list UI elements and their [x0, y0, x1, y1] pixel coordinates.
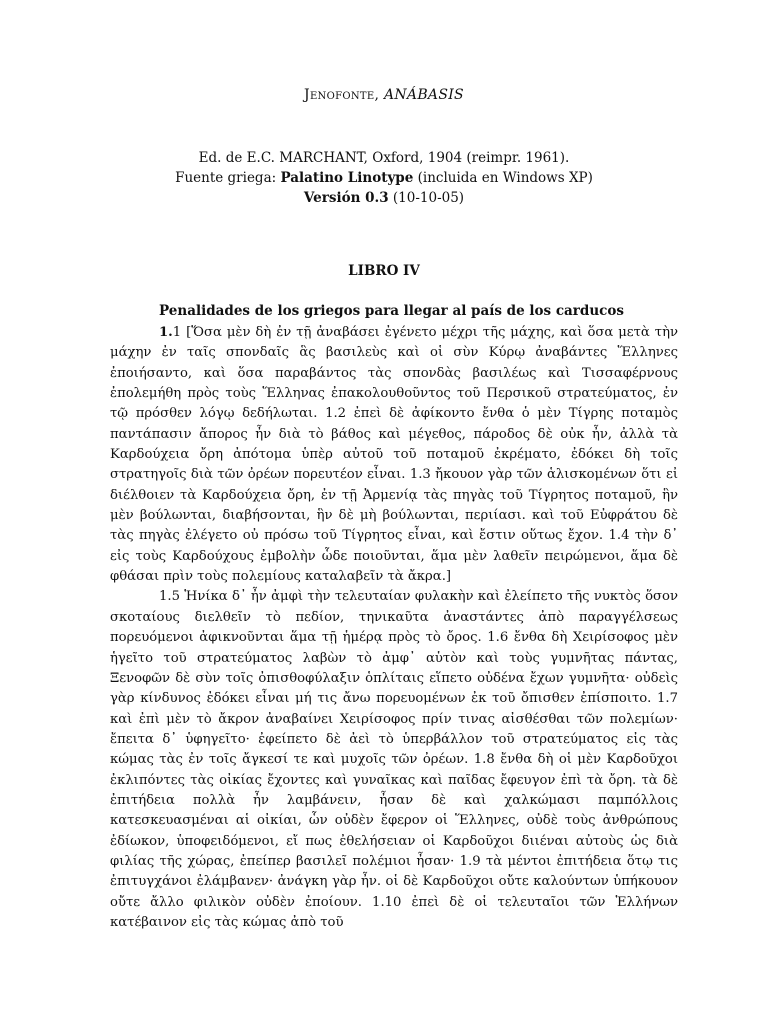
book-title: LIBRO IV	[348, 263, 420, 279]
work-title: ANÁBASIS	[383, 87, 464, 103]
section-heading: Penalidades de los griegos para llegar al país de los carducos	[159, 303, 624, 319]
paragraph	[110, 323, 678, 587]
version-label: Versión 0.3	[303, 190, 389, 206]
document-title	[0, 87, 768, 103]
paragraph-text: 1 [Ὅσα μὲν δὴ ἐν τῇ ἀναβάσει ἐγένετο μέχρι τῆς μάχης, καὶ ὅσα μετὰ τὴν μάχην ἐν ταῖς σπονδαῖς ἃς βασιλεὺς καὶ οἱ σὺν Κύρῳ ἀναβάντες Ἕλληνες ἐποιήσαντο, καὶ ὅσα παραβάντος τὰς σπονδὰς βασιλέως καὶ Τισσαφέρνους ἐπολεμήθη πρὸς τοὺς Ἕλληνας ἐπακολουθοῦντος τοῦ Περσικοῦ στρατεύματος, ἐν τῷ πρόσθεν λόγῳ δεδήλωται. 1.2 ἐπεὶ δὲ ἀφίκοντο ἔνθα ὁ μὲν Τίγρης ποταμὸς παντάπασιν ἄπορος ἦν διὰ τὸ βάθος καὶ μέγεθος, πάροδος δὲ οὐκ ἦν, ἀλλὰ τὰ Καρδούχεια ὄρη ἀπότομα ὑπὲρ αὐτοῦ τοῦ ποταμοῦ ἐκρέματο, ἐδόκει δὴ τοῖς στρατηγοῖς διὰ τῶν ὀρέων πορευτέον εἶναι. 1.3 ἤκουον γὰρ τῶν ἁλισκομένων ὅτι εἰ διέλθοιεν τὰ Καρδούχεια ὄρη, ἐν τῇ Ἀρμενίᾳ τὰς πηγὰς τοῦ Τίγρητος ποταμοῦ, ἣν μὲν βούλωνται, διαβήσονται, ἣν δὲ μὴ βούλωνται, περιίασι. καὶ τοῦ Εὐφράτου δὲ τὰς πηγὰς ἐλέγετο οὐ πρόσω τοῦ Τίγρητος εἶναι, καὶ ἔστιν οὕτως ἔχον. 1.4 τὴν δ᾽ εἰς τοὺς Καρδούχους ἐμβολὴν ὧδε ποιοῦνται, ἅμα μὲν λαθεῖν πειρώμενοι, ἅμα δὲ φθάσαι πρὶν τοὺς πολεμίους καταλαβεῖν τὰ ἄκρα.]	[110, 325, 678, 585]
chapter-number: 1.	[159, 325, 173, 340]
source-font-line	[0, 168, 768, 188]
edition-line: Ed. de E.C. MARCHANT, Oxford, 1904 (reimpr. 1961).	[198, 150, 570, 166]
source-font-name: Palatino Linotype	[280, 170, 414, 186]
body-text	[110, 323, 678, 933]
source-font-suffix: (incluida en Windows XP)	[413, 170, 593, 186]
version-date: (10-10-05)	[388, 190, 465, 206]
paragraph	[110, 587, 678, 933]
edition-info	[0, 148, 768, 208]
author-name: Jenofonte,	[304, 87, 380, 103]
version-line	[0, 188, 768, 208]
source-font-prefix: Fuente griega:	[175, 170, 281, 186]
paragraph-text: 1.5 Ἡνίκα δ᾽ ἦν ἀμφὶ τὴν τελευταίαν φυλακὴν καὶ ἐλείπετο τῆς νυκτὸς ὅσον σκοταίους διελθεῖν τὸ πεδίον, τηνικαῦτα ἀναστάντες ἀπὸ παραγγέλσεως πορευόμενοι ἀφικνοῦνται ἅμα τῇ ἡμέρᾳ πρὸς τὸ ὄρος. 1.6 ἔνθα δὴ Χειρίσοφος μὲν ἡγεῖτο τοῦ στρατεύματος λαβὼν τὸ ἀμφ᾽ αὑτὸν καὶ τοὺς γυμνῆτας πάντας, Ξενοφῶν δὲ σὺν τοῖς ὀπισθοφύλαξιν ὁπλίταις εἵπετο οὐδένα ἔχων γυμνῆτα· οὐδεὶς γὰρ κίνδυνος ἐδόκει εἶναι μή τις ἄνω πορευομένων ἐκ τοῦ ὄπισθεν ἐπίσποιτο. 1.7 καὶ ἐπὶ μὲν τὸ ἄκρον ἀναβαίνει Χειρίσοφος πρίν τινας αἰσθέσθαι τῶν πολεμίων· ἔπειτα δ᾽ ὑφηγεῖτο· ἐφείπετο δὲ ἀεὶ τὸ ὑπερβάλλον τοῦ στρατεύματος εἰς τὰς κώμας τὰς ἐν τοῖς ἄγκεσί τε καὶ μυχοῖς τῶν ὀρέων. 1.8 ἔνθα δὴ οἱ μὲν Καρδοῦχοι ἐκλιπόντες τὰς οἰκίας ἔχοντες καὶ γυναῖκας καὶ παῖδας ἔφευγον ἐπὶ τὰ ὄρη. τὰ δὲ ἐπιτήδεια πολλὰ ἦν λαμβάνειν, ἦσαν δὲ καὶ χαλκώμασι παμπόλλοις κατεσκευασμέναι αἱ οἰκίαι, ὧν οὐδὲν ἔφερον οἱ Ἕλληνες, οὐδὲ τοὺς ἀνθρώπους ἐδίωκον, ὑποφειδόμενοι, εἴ πως ἐθελήσειαν οἱ Καρδοῦχοι διιέναι αὐτοὺς ὡς διὰ φιλίας τῆς χώρας, ἐπείπερ βασιλεῖ πολέμιοι ἦσαν· 1.9 τὰ μέντοι ἐπιτήδεια ὅτῳ τις ἐπιτυγχάνοι ἐλάμβανεν· ἀνάγκη γὰρ ἦν. οἱ δὲ Καρδοῦχοι οὔτε καλούντων ὑπήκουον οὔτε ἄλλο φιλικὸν οὐδὲν ἐποίουν. 1.10 ἐπεὶ δὲ οἱ τελευταῖοι τῶν Ἑλλήνων κατέβαινον εἰς τὰς κώμας ἀπὸ τοῦ	[110, 589, 678, 930]
